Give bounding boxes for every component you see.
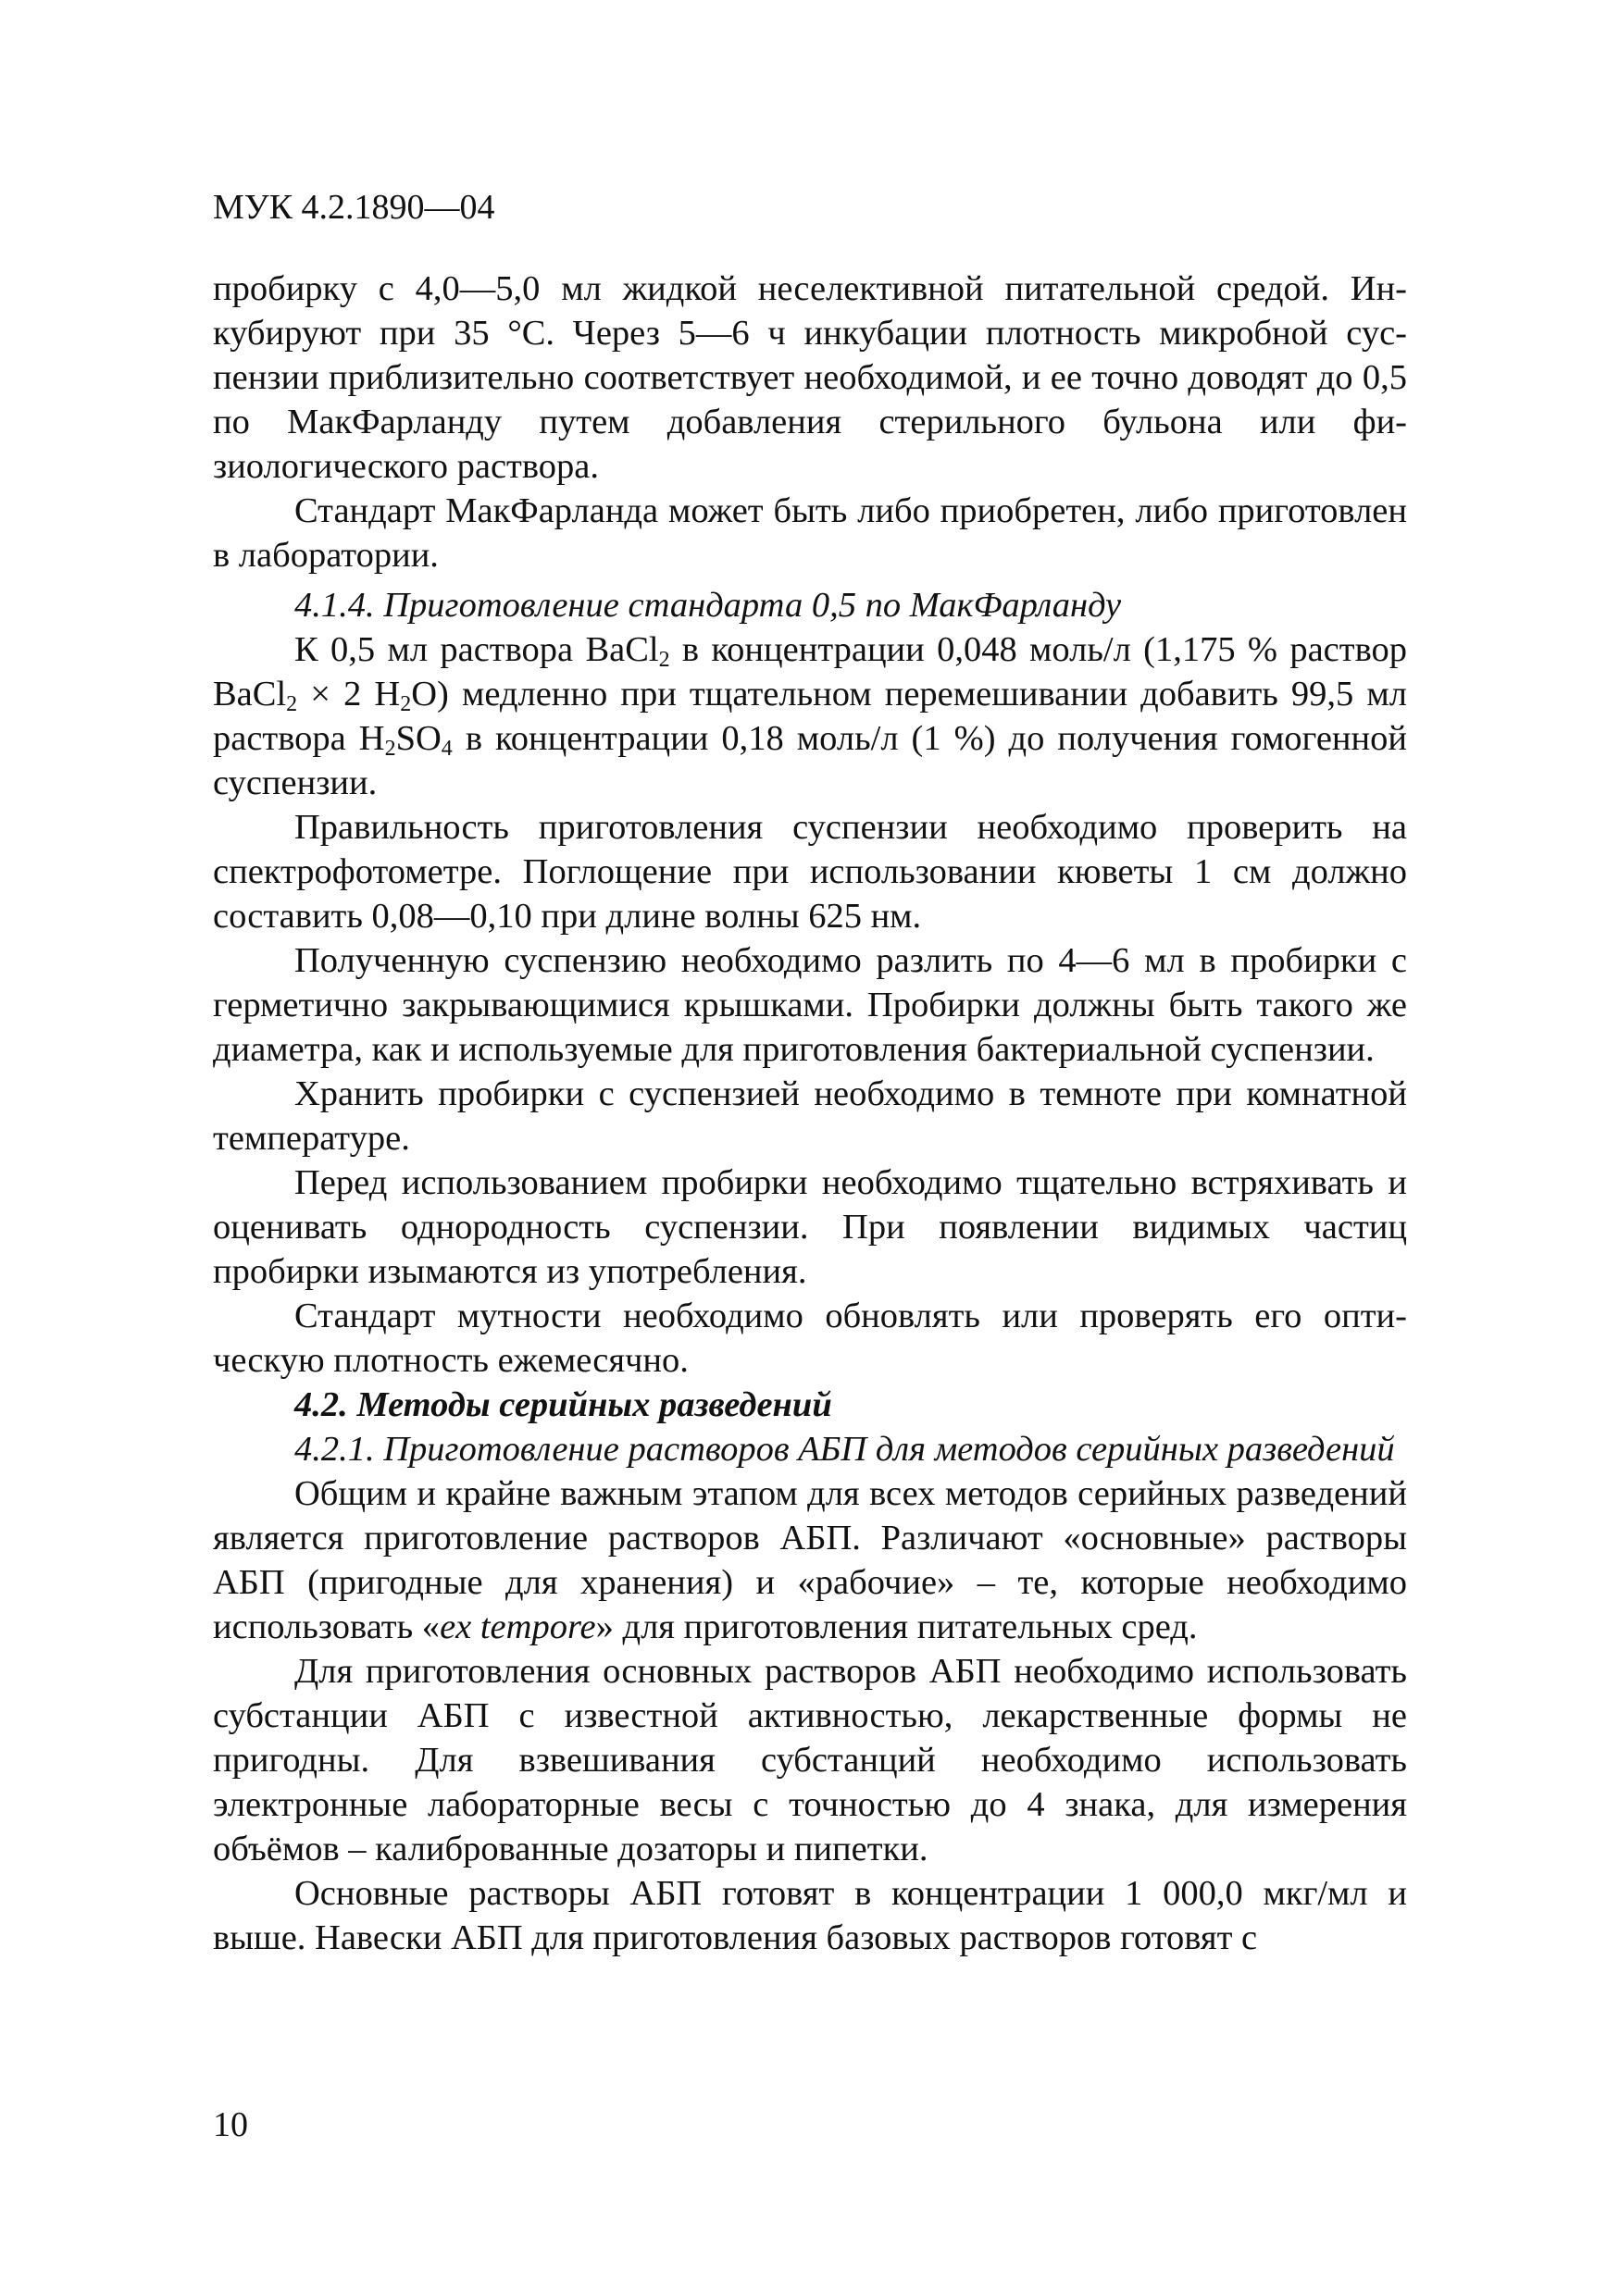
paragraph-solutions-overview bbox=[213, 1471, 1407, 1649]
section-heading-4-2: 4.2. Методы серийных разведений bbox=[294, 1385, 832, 1424]
chem-text-5: SO bbox=[395, 719, 442, 758]
latin-text-1: Общим и крайне важным этапом для всех методов серийных разведений является приготовление растворов АБП. Различают «основные» растворы АБП (пригодные для хранения) и «рабочие» – те, которые необходимо использовать « bbox=[213, 1474, 1407, 1646]
chem-text-1: К 0,5 мл раствора BaCl bbox=[294, 630, 659, 669]
paragraph-continuation: пробирку с 4,0—5,0 мл жидкой неселективной питательной средой. Инкубируют при 35 °С. Через 5—6 ч инкубации плотность микробной суспензии приблизительно соответствует необходимой, и ее точно доводят до 0,5 по МакФарланду путем добавления стерильного бульона или физиологического раствора. bbox=[213, 269, 1407, 486]
latin-text-2: » для приготовления питательных сред. bbox=[595, 1607, 1198, 1646]
chem-subscript-4: 2 bbox=[384, 737, 396, 761]
paragraph-dispensing: Полученную суспензию необходимо разлить по 4—6 мл в пробирки с герметично закрывающимися крышками. Пробирки должны быть такого же диаметра, как и используемые для приготовления бактериальной суспензии. bbox=[213, 941, 1407, 1069]
chem-text-6: в концентрации 0,18 моль/л (1 %) до получения гомогенной суспензии. bbox=[213, 719, 1407, 802]
paragraph-concentration: Основные растворы АБП готовят в концентрации 1 000,0 мкг/мл и выше. Навески АБП для приготовления базовых растворов готовят с bbox=[213, 1874, 1407, 1957]
running-header: МУК 4.2.1890—04 bbox=[213, 188, 495, 227]
body-text bbox=[213, 267, 1407, 1960]
paragraph-bacl2-preparation bbox=[213, 627, 1407, 805]
paragraph-main-solutions: Для приготовления основных растворов АБП необходимо использовать субстанции АБП с известной активностью, лекарственные формы не пригодны. Для взвешивания субстанций необходимо использовать электронные лабораторные весы с точностью до 4 знака, для измерения объёмов – калиброванные дозаторы и пипетки. bbox=[213, 1652, 1407, 1868]
chem-subscript-1: 2 bbox=[658, 648, 670, 672]
chem-text-3: × 2 H bbox=[297, 675, 401, 714]
chem-subscript-5: 4 bbox=[441, 737, 453, 761]
paragraph-mcfarland-standard: Стандарт МакФарланда может быть либо приобретен, либо приготовлен в лаборатории. bbox=[213, 491, 1407, 575]
subheading-4-1-4: 4.1.4. Приготовление стандарта 0,5 по МакФарланду bbox=[294, 586, 1122, 625]
chem-subscript-2: 2 bbox=[286, 692, 298, 716]
latin-term: ex tempore bbox=[440, 1607, 596, 1646]
chem-text-4: O) медленно при тщательном перемешивании добавить 99,5 мл раствора H bbox=[213, 675, 1407, 758]
paragraph-storage: Хранить пробирки с суспензией необходимо в темноте при комнатной температуре. bbox=[213, 1074, 1407, 1158]
chem-text-2: в концентрации 0,048 моль/л (1,175 % раствор BaCl bbox=[213, 630, 1407, 714]
paragraph-spectrophotometer: Правильность приготовления суспензии необходимо проверить на спектрофотометре. Поглощение при использовании кюветы 1 см должно составить 0,08—0,10 при длине волны 625 нм. bbox=[213, 808, 1407, 936]
paragraph-shaking: Перед использованием пробирки необходимо тщательно встряхивать и оценивать однородность суспензии. При появлении видимых частиц пробирки изымаются из употребления. bbox=[213, 1163, 1407, 1291]
page-number: 10 bbox=[213, 2105, 248, 2144]
subheading-4-2-1: 4.2.1. Приготовление растворов АБП для методов серийных разведений bbox=[294, 1430, 1395, 1469]
paragraph-turbidity-update: Стандарт мутности необходимо обновлять или проверять его оптическую плотность ежемесячно. bbox=[213, 1297, 1407, 1380]
chem-subscript-3: 2 bbox=[400, 692, 412, 716]
